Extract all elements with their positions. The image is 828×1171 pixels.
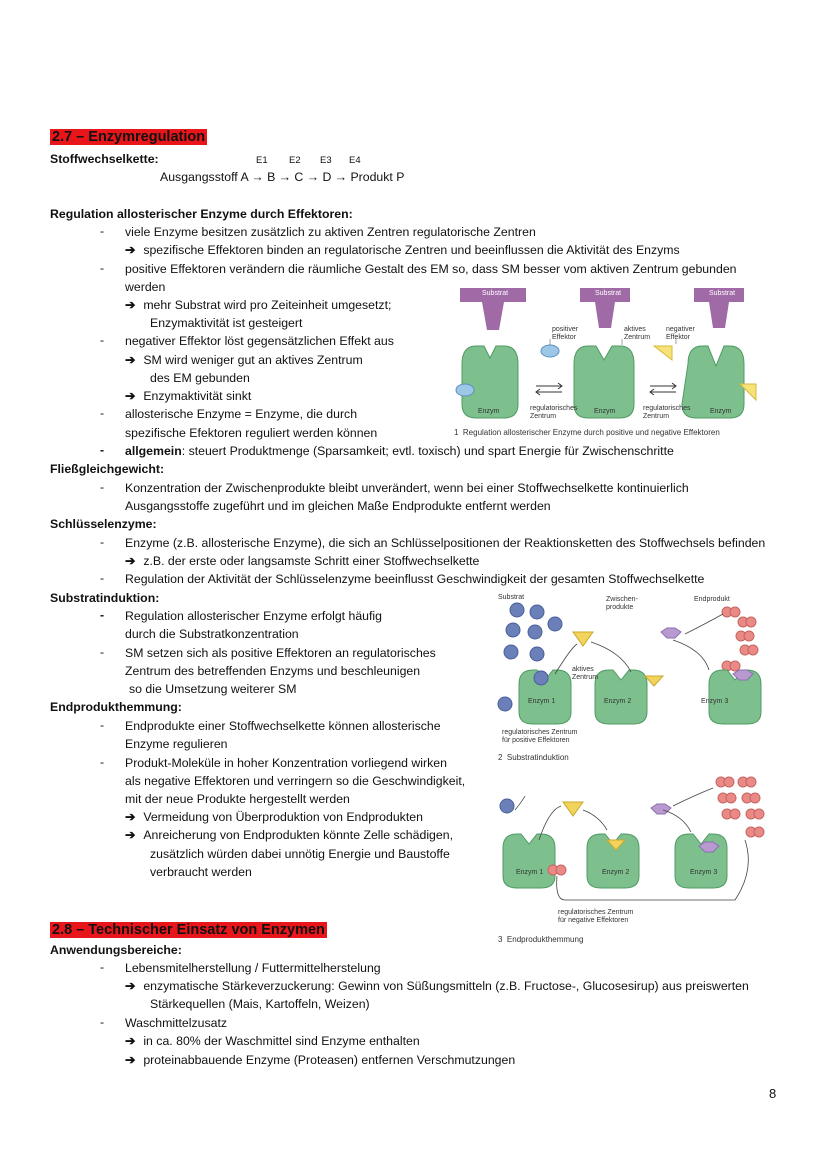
text-line: des EM gebunden <box>150 371 250 385</box>
fig1-neg-effector-label: Effektor <box>666 334 690 341</box>
text-line: allgemein: steuert Produktmenge (Sparsamkeit; evtl. toxisch) und spart Energie für Zwischenschritte <box>125 444 674 458</box>
arrow-icon: ➔ <box>125 243 136 257</box>
fig1-reg-label: regulatorisches <box>530 405 578 412</box>
bullet-dash: - <box>100 224 105 238</box>
text-line: Zentrum des betreffenden Enzyms und beschleunigen <box>125 664 421 678</box>
text-line: als negative Effektoren und verringern so die Geschwindigkeit, <box>125 774 466 788</box>
bound-negative-effector <box>548 865 566 875</box>
endproducts <box>716 777 764 837</box>
fig1-neg-effector-label: negativer <box>666 326 695 333</box>
section-heading-2-8: 2.8 – Technischer Einsatz von Enzymen <box>52 922 325 938</box>
enzyme-1 <box>503 834 555 888</box>
bullet-dash: - <box>100 608 105 622</box>
arrow-icon: ➔ <box>125 810 136 824</box>
fig2-enzyme2-label: Enzym 2 <box>604 698 632 705</box>
fig3-enzyme1-label: Enzym 1 <box>516 869 544 876</box>
fig3-reg-label: für negative Effektoren <box>558 917 629 924</box>
fig1-enzyme-label: Enzym <box>710 408 732 415</box>
text-line: Ausgangsstoffe zugeführt und im gleichen Maße Endprodukte entfernt werden <box>125 499 551 513</box>
bound-intermediate <box>645 676 663 686</box>
sk-heading: Schlüsselenzyme: <box>50 517 157 531</box>
metabolic-chain: Ausgangsstoff A → B → C → D → Produkt P <box>160 170 405 184</box>
fig2-enzyme1-label: Enzym 1 <box>528 698 556 705</box>
text-line: durch die Substratkonzentration <box>125 627 299 641</box>
product-molecule <box>661 628 681 638</box>
arrow-line: ➔ proteinabbauende Enzyme (Proteasen) entfernen Verschmutzungen <box>125 1053 516 1067</box>
text-line: Enzyme (z.B. allosterische Enzyme), die sich an Schlüsselpositionen der Reaktionsketten des Stoffwechsels befinden <box>125 536 766 550</box>
fig2-reg-label: für positive Effektoren <box>502 737 570 744</box>
figure-endproduct-inhibition <box>495 770 775 920</box>
fig2-enzyme3-label: Enzym 3 <box>701 698 729 705</box>
text-line: werden <box>125 280 166 294</box>
text-line: positive Effektoren verändern die räumliche Gestalt des EM so, dass SM besser vom aktiven Zentrum gebunden <box>125 262 737 276</box>
bound-substrate <box>534 671 548 685</box>
arrow-line: ➔ SM wird weniger gut an aktives Zentrum <box>125 353 363 367</box>
bullet-dash: - <box>100 755 105 769</box>
text-line: Regulation der Aktivität der Schlüsselenzyme beeinflusst Geschwindigkeit der gesamten Stoffwechselkette <box>125 572 705 586</box>
arrow-icon: ➔ <box>125 828 136 842</box>
positive-effector-bound <box>456 384 474 396</box>
arrow-icon: ➔ <box>125 298 136 312</box>
fig3-reg-label: regulatorisches Zentrum <box>558 909 634 916</box>
arrow-icon: ➔ <box>125 554 136 568</box>
bullet-dash: - <box>100 718 105 732</box>
fig2-endproduct-label: Endprodukt <box>694 596 730 603</box>
text-line: zusätzlich würden dabei unnötig Energie und Baustoffe <box>150 847 450 861</box>
arrow-line: ➔ Vermeidung von Überproduktion von Endprodukten <box>125 810 423 824</box>
fig2-substrat-label: Substrat <box>498 594 525 601</box>
bullet-dash: - <box>100 333 105 347</box>
fig1-enzyme-label: Enzym <box>478 408 500 415</box>
arrow-line: ➔ mehr Substrat wird pro Zeiteinheit umgesetzt; <box>125 298 392 312</box>
enzyme-label-e3: E3 <box>320 155 332 166</box>
endproducts <box>722 607 758 671</box>
text-line: Waschmittelzusatz <box>125 1016 228 1030</box>
intermediate-product <box>573 632 593 646</box>
positive-effector <box>541 345 559 357</box>
fig3-enzyme2-label: Enzym 2 <box>602 869 630 876</box>
arrow-line: ➔ Anreicherung von Endprodukten könnte Zelle schädigen, <box>125 828 453 842</box>
fig1-substrat-label: Substrat <box>482 290 509 297</box>
arrow-line: ➔ Enzymaktivität sinkt <box>125 389 252 403</box>
section-heading-2-7: 2.7 – Enzymregulation <box>52 129 206 145</box>
arrow-line: ➔ in ca. 80% der Waschmittel sind Enzyme enthalten <box>125 1034 420 1048</box>
text-line: Endprodukte einer Stoffwechselkette können allosterische <box>125 719 441 733</box>
bullet-dash: - <box>100 571 105 585</box>
eh-heading: Endprodukthemmung: <box>50 700 182 714</box>
arrow-icon: ➔ <box>125 1034 136 1048</box>
text-line: Produkt-Moleküle in hoher Konzentration vorliegend wirken <box>125 756 447 770</box>
enzyme-3 <box>709 670 761 724</box>
bullet-dash: - <box>100 960 105 974</box>
fig2-intermediates-label: Zwischen- <box>606 596 638 603</box>
page-number: 8 <box>769 1086 777 1101</box>
arrow-icon: ➔ <box>125 353 136 367</box>
text-line: verbraucht werden <box>150 865 252 879</box>
text-line: SM setzen sich als positive Effektoren an regulatorisches <box>125 646 436 660</box>
text-line: so die Umsetzung weiterer SM <box>129 682 297 696</box>
fig1-pos-effector-label: positiver <box>552 326 579 333</box>
figure-substrate-induction <box>495 594 775 744</box>
fig1-reg-label: Zentrum <box>643 413 670 420</box>
fig1-reg-label: regulatorisches <box>643 405 691 412</box>
fig2-caption: 2 Substratinduktion <box>498 753 569 762</box>
fig2-reg-label: regulatorisches Zentrum <box>502 729 578 736</box>
fig2-active-label: Zentrum <box>572 674 599 681</box>
fig2-active-label: aktives <box>572 666 594 673</box>
bullet-dash: - <box>100 535 105 549</box>
fig3-caption: 3 Endprodukthemmung <box>498 935 584 944</box>
product-molecule <box>651 804 671 814</box>
substrate-molecule <box>500 799 514 813</box>
si-heading: Substratinduktion: <box>50 591 160 605</box>
bullet-dash: - <box>100 1015 105 1029</box>
negative-effector <box>654 346 672 360</box>
fig1-substrat-label: Substrat <box>709 290 736 297</box>
enzyme-label-e4: E4 <box>349 155 361 166</box>
text-line: Lebensmitelherstellung / Futtermittelherstelung <box>125 961 381 975</box>
ab-heading: Anwendungsbereiche: <box>50 943 182 957</box>
text-line: mit der neue Produkte hergestellt werden <box>125 792 350 806</box>
reaction-arrows <box>555 614 723 674</box>
text-line: spezifische Efektoren reguliert werden können <box>125 426 378 440</box>
fig1-caption: 1 Regulation allosterischer Enzyme durch positive und negative Effektoren <box>454 428 720 437</box>
bullet-dash: - <box>100 443 105 457</box>
text-line: Enzymaktivität ist gesteigert <box>150 316 303 330</box>
fig3-enzyme3-label: Enzym 3 <box>690 869 718 876</box>
fig1-reg-label: Zentrum <box>530 413 557 420</box>
fig1-active-center-label: Zentrum <box>624 334 651 341</box>
arrow-icon: ➔ <box>125 979 136 993</box>
arrow-line: ➔ z.B. der erste oder langsamste Schritt einer Stoffwechselkette <box>125 554 480 568</box>
fig1-active-center-label: aktives <box>624 326 646 333</box>
intermediate-product <box>563 802 583 816</box>
arrow-line: ➔ enzymatische Stärkeverzuckerung: Gewinn von Süßungsmitteln (z.B. Fructose-, Glucosesirup) aus preiswerten <box>125 979 749 993</box>
bullet-dash: - <box>100 261 105 275</box>
text-line: negativer Effektor löst gegensätzlichen Effekt aus <box>125 334 394 348</box>
text-line: allosterische Enzyme = Enzyme, die durch <box>125 407 358 421</box>
fg-heading: Fließgleichgewicht: <box>50 462 165 476</box>
fig1-enzyme-label: Enzym <box>594 408 616 415</box>
allosteric-heading: Regulation allosterischer Enzyme durch Effektoren: <box>50 207 353 221</box>
fig2-intermediates-label: produkte <box>606 604 634 611</box>
text-line: Stärkequellen (Mais, Kartoffeln, Weizen) <box>150 997 370 1011</box>
enzyme-label-e2: E2 <box>289 155 301 166</box>
bullet-dash: - <box>100 645 105 659</box>
arrow-icon: ➔ <box>125 389 136 403</box>
arrow-icon: ➔ <box>125 1053 136 1067</box>
bullet-dash: - <box>100 480 105 494</box>
chain-label: Stoffwechselkette: <box>50 152 159 166</box>
text-line: Regulation allosterischer Enzyme erfolgt häufig <box>125 609 383 623</box>
enzyme-3 <box>675 834 727 888</box>
fig1-pos-effector-label: Effektor <box>552 334 576 341</box>
text-line: Enzyme regulieren <box>125 737 228 751</box>
text-line: viele Enzyme besitzen zusätzlich zu aktiven Zentren regulatorische Zentren <box>125 225 536 239</box>
enzyme-2 <box>595 670 647 724</box>
enzyme-label-e1: E1 <box>256 155 268 166</box>
bullet-dash: - <box>100 406 105 420</box>
text-line: Konzentration der Zwischenprodukte bleibt unverändert, wenn bei einer Stoffwechselkette kontinuierlich <box>125 481 689 495</box>
fig1-substrat-label: Substrat <box>595 290 622 297</box>
arrow-line: ➔ spezifische Effektoren binden an regulatorische Zentren und beeinflussen die Aktivität des Enzyms <box>125 243 680 257</box>
